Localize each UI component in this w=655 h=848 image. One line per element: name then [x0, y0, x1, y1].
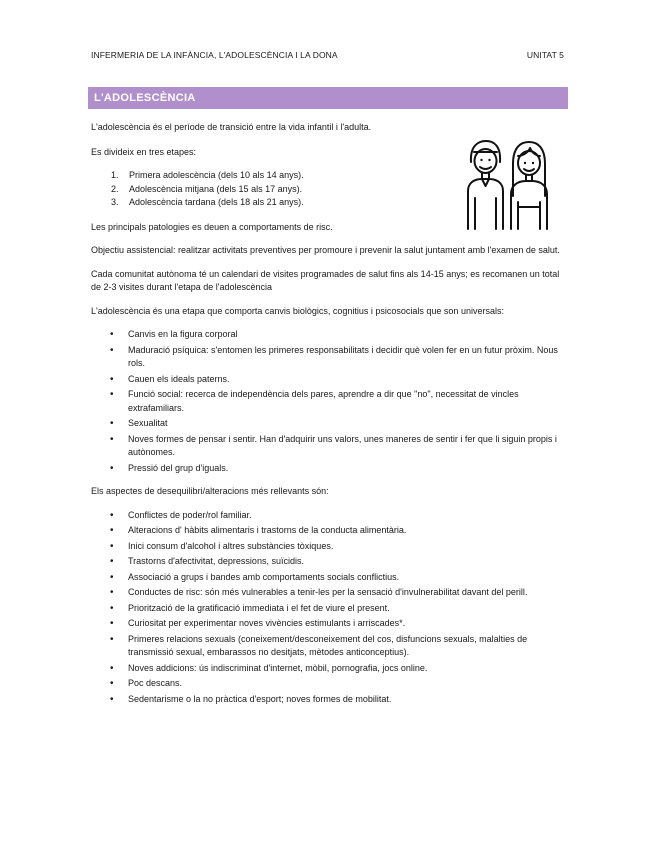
pathologies-paragraph: Les principals patologies es deuen a comportaments de risc.	[91, 221, 333, 232]
list-item: • Primeres relacions sexuals (coneixement/desconeixement del cos, disfuncions sexuals, malalties de transmissió sexual, embarassos no desitjats, mètodes anticonceptius).	[91, 633, 571, 660]
list-item: • Sexualitat	[91, 417, 571, 431]
list-item: • Noves formes de pensar i sentir. Han d'adquirir uns valors, unes maneres de sentir i fer que li siguin propis i autònomes.	[91, 433, 571, 460]
list-item: 2. Adolescència mitjana (dels 15 als 17 anys).	[111, 183, 303, 194]
list-item: • Cauen els ideals paterns.	[91, 373, 571, 387]
list-item: • Trastorns d'afectivitat, depressions, suïcidis.	[91, 555, 571, 569]
section-banner	[88, 87, 568, 109]
header-unit: UNITAT 5	[526, 50, 564, 60]
aspects-intro: Els aspectes de desequilibri/alteracions més rellevants són:	[91, 486, 329, 496]
list-item: • Curiositat per experimentar noves vivències estimulants i arriscades*.	[91, 617, 571, 631]
list-item: 1. Primera adolescència (dels 10 als 14 anys).	[111, 170, 304, 180]
list-item: • Inici consum d'alcohol i altres substàncies tòxiques.	[91, 540, 571, 554]
list-item: • Sedentarisme o la no pràctica d'esport; noves formes de mobilitat.	[91, 693, 571, 707]
list-item: • Canvis en la figura corporal	[91, 328, 571, 342]
list-item: • Noves addicions: ús indiscriminat d'internet, mòbil, pornografia, jocs online.	[91, 662, 571, 676]
list-item: • Alteracions d' hàbits alimentaris i trastorns de la conducta alimentària.	[91, 524, 571, 538]
objective-paragraph: Objectiu assistencial: realitzar activitats preventives per promoure i prevenir la salut juntament amb l'examen de salut.	[91, 245, 560, 255]
header-title: INFERMERIA DE LA INFÀNCIA, L'ADOLESCÈNCIA I LA DONA	[91, 50, 338, 60]
list-item: • Conductes de risc: són més vulnerables a tenir-les per la sensació d'invulnerabilitat davant del perill.	[91, 586, 571, 600]
list-item: • Poc descans.	[91, 677, 571, 691]
list-item: • Funció social: recerca de independència dels pares, aprendre a dir que "no", necessitat de vincles extrafamiliars.	[91, 388, 571, 415]
section-title: L'ADOLESCÈNCIA	[94, 92, 196, 104]
list-item: • Associació a grups i bandes amb comportaments socials conflictius.	[91, 571, 571, 585]
list-item: 3. Adolescència tardana (dels 18 als 21 anys).	[111, 197, 304, 207]
stages-list	[91, 169, 571, 210]
visits-paragraph: Cada comunitat autònoma té un calendari de visites programades de salut fins als 14-15 anys; es recomanen un total de 2-3 visites durant l'etapa de l'adolescència	[91, 268, 560, 292]
list-item: • Conflictes de poder/rol familiar.	[91, 509, 571, 523]
changes-intro: L'adolescència és una etapa que comporta canvis biològics, cognitius i psicosocials que son universals:	[91, 305, 504, 316]
list-item: • Priorització de la gratificació immediata i el fet de viure el present.	[91, 602, 571, 616]
list-item: • Pressió del grup d'iguals.	[91, 462, 571, 476]
stages-intro: Es divideix en tres etapes:	[91, 146, 197, 157]
intro-paragraph: L'adolescència és el període de transició entre la vida infantil i l'adulta.	[91, 122, 372, 132]
list-item: • Maduració psíquica: s'entomen les primeres responsabilitats i decidir què volen fer en un futur pròxim. Nous rols.	[91, 344, 571, 371]
changes-list	[91, 328, 571, 475]
content	[91, 121, 571, 708]
aspects-list	[91, 509, 571, 707]
